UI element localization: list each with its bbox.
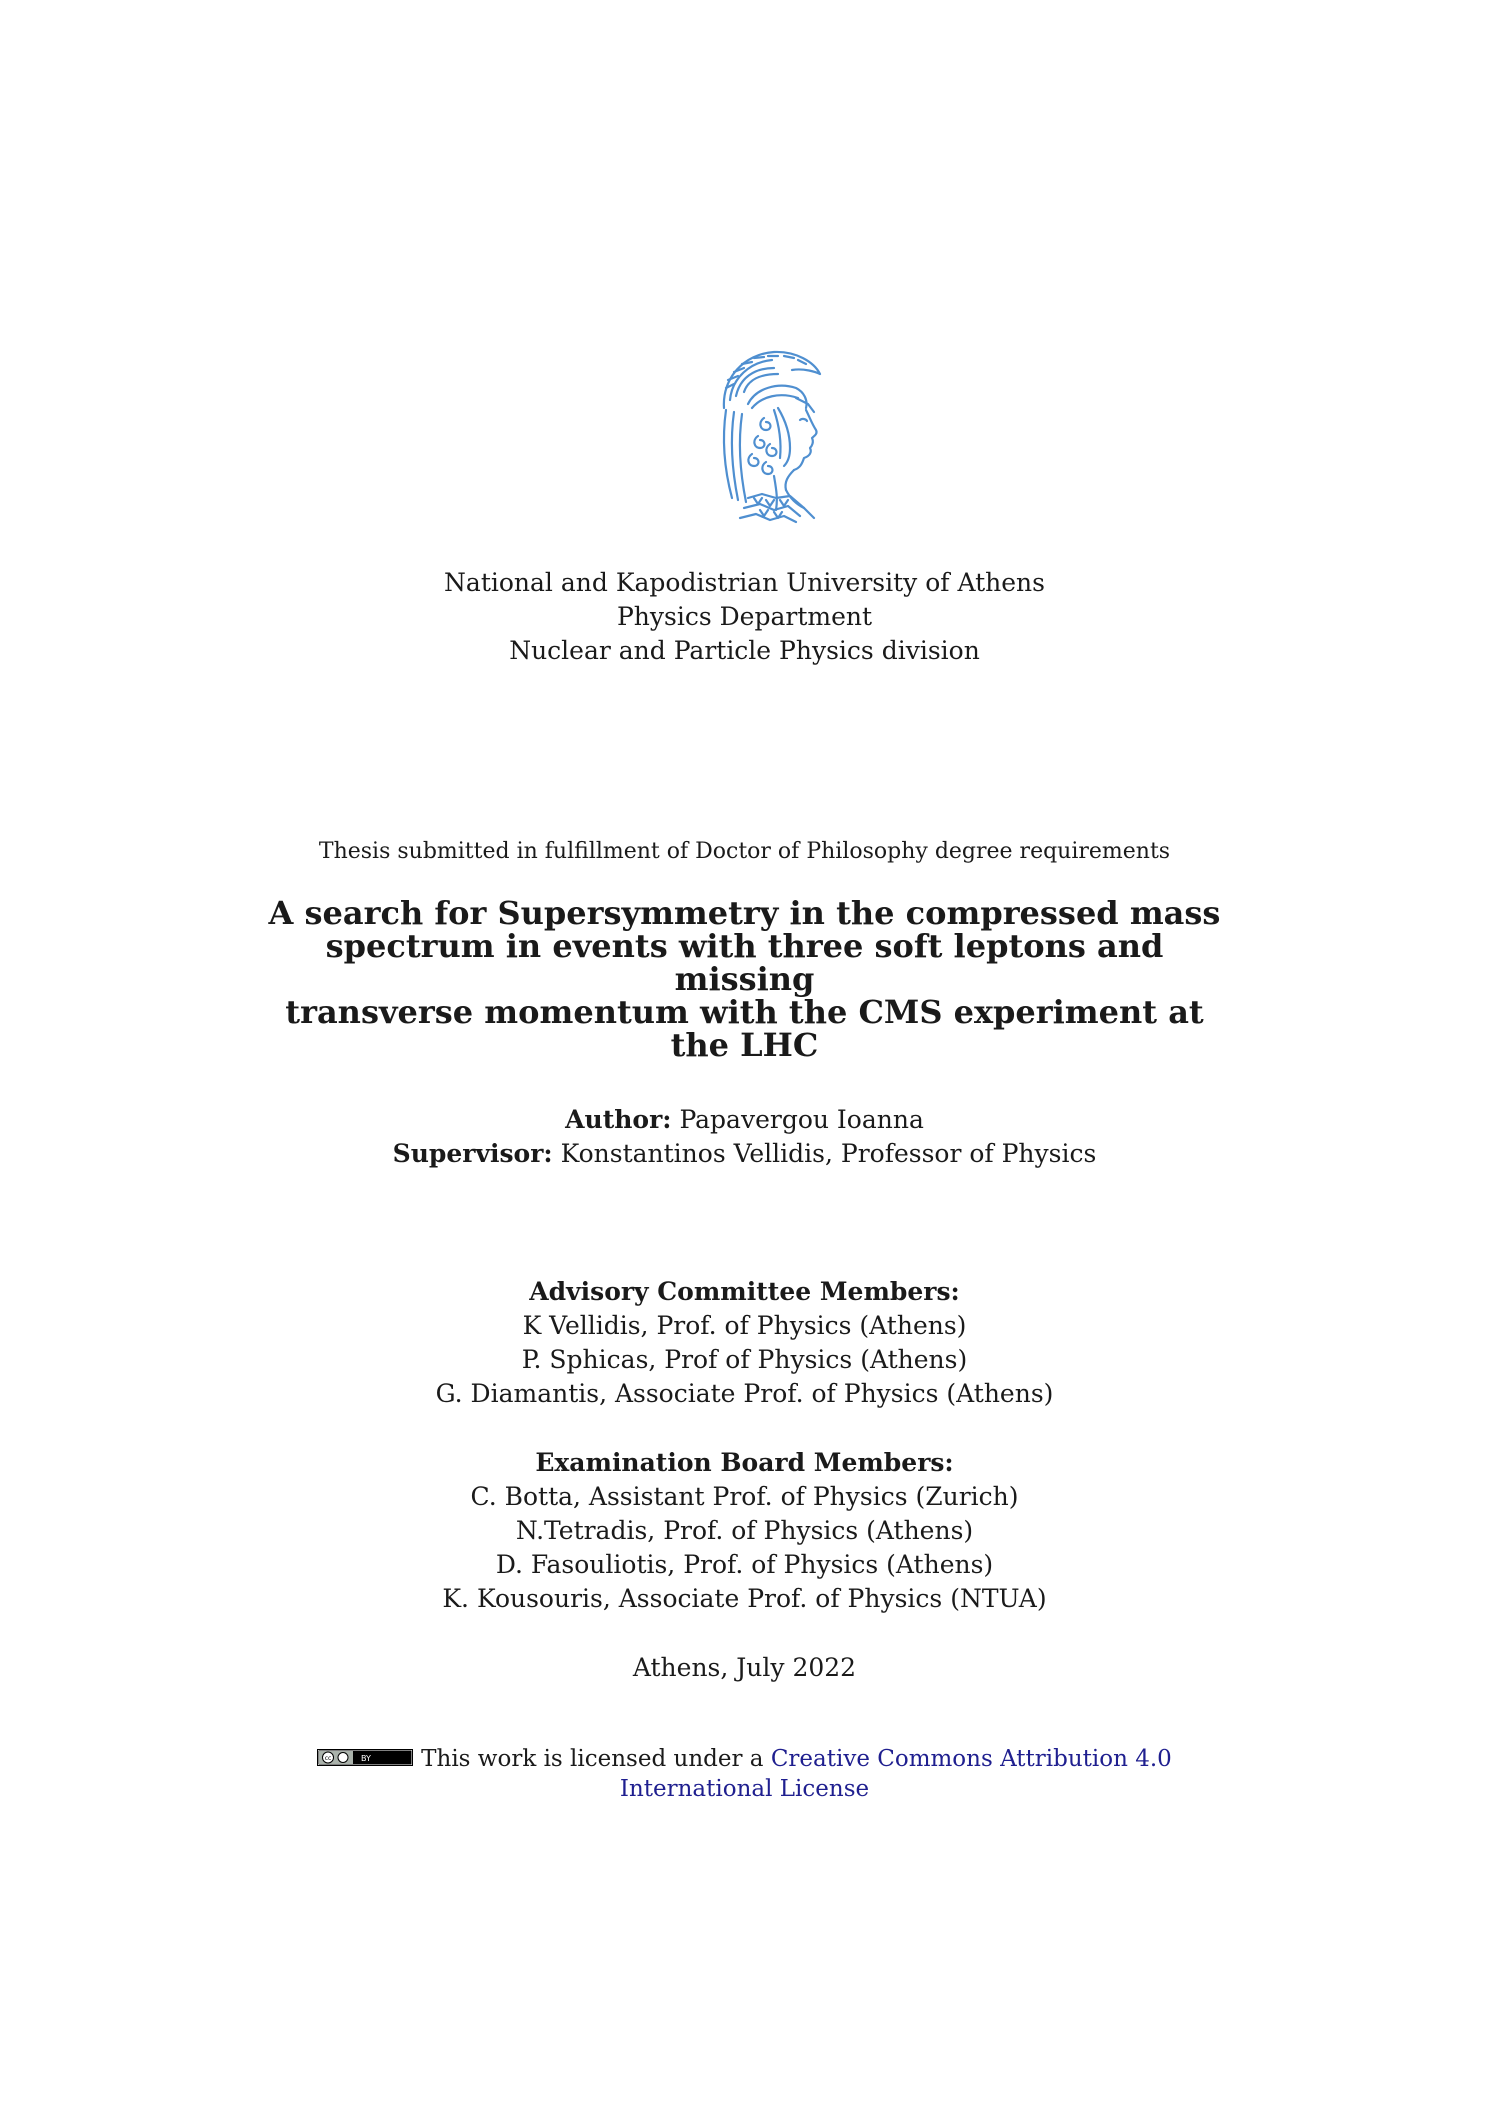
thesis-title-line: transverse momentum with the CMS experiment at <box>285 993 1204 1031</box>
license-line-2 <box>0 1774 1489 1804</box>
advisory-committee-heading: Advisory Committee Members: <box>529 1277 960 1306</box>
thesis-title <box>265 894 1225 1064</box>
author-name: Papavergou Ioanna <box>679 1105 924 1134</box>
thesis-note: Thesis submitted in fulfillment of Doctor of Philosophy degree requirements <box>318 839 1171 864</box>
thesis-title-line: spectrum in events with three soft leptons and missing <box>325 927 1164 998</box>
license-block <box>0 1744 1489 1804</box>
examination-member: N.Tetradis, Prof. of Physics (Athens) <box>515 1516 974 1545</box>
cc-by-badge-icon[interactable] <box>317 1749 413 1766</box>
thesis-title-line: A search for Supersymmetry in the compressed mass <box>268 894 1221 932</box>
department-name: Physics Department <box>616 602 873 631</box>
author-label: Author: <box>565 1105 672 1134</box>
thesis-note-block <box>0 837 1489 867</box>
license-prefix: This work is licensed under a <box>421 1746 764 1772</box>
examination-member: C. Botta, Assistant Prof. of Physics (Zurich) <box>470 1482 1019 1511</box>
author-line <box>0 1103 1489 1137</box>
university-block <box>0 566 1489 668</box>
cc-badge-text: BY <box>361 1753 372 1763</box>
supervisor-line <box>0 1137 1489 1171</box>
place-date-block <box>0 1651 1489 1685</box>
supervisor-name: Konstantinos Vellidis, Professor of Physics <box>560 1139 1097 1168</box>
license-link-part-1[interactable]: Creative Commons Attribution 4.0 <box>770 1746 1172 1772</box>
advisory-member: P. Sphicas, Prof of Physics (Athens) <box>521 1345 968 1374</box>
author-supervisor-block <box>0 1103 1489 1171</box>
license-line-1 <box>0 1744 1489 1774</box>
svg-text:cc: cc <box>324 1754 332 1762</box>
advisory-member: G. Diamantis, Associate Prof. of Physics (Athens) <box>435 1379 1054 1408</box>
examination-board-block <box>0 1446 1489 1616</box>
examination-member: K. Kousouris, Associate Prof. of Physics (NTUA) <box>442 1584 1047 1613</box>
license-link-part-2[interactable]: International License <box>619 1776 870 1802</box>
place-date: Athens, July 2022 <box>632 1653 857 1682</box>
university-logo-athena-icon <box>704 348 828 524</box>
advisory-member: K Vellidis, Prof. of Physics (Athens) <box>522 1311 967 1340</box>
division-name: Nuclear and Particle Physics division <box>509 636 980 665</box>
thesis-title-line: the LHC <box>670 1026 819 1064</box>
thesis-title-block <box>0 894 1489 1064</box>
supervisor-label: Supervisor: <box>392 1139 553 1168</box>
examination-board-heading: Examination Board Members: <box>535 1448 954 1477</box>
university-name: National and Kapodistrian University of Athens <box>444 568 1045 597</box>
examination-member: D. Fasouliotis, Prof. of Physics (Athens) <box>495 1550 994 1579</box>
advisory-committee-block <box>0 1275 1489 1411</box>
